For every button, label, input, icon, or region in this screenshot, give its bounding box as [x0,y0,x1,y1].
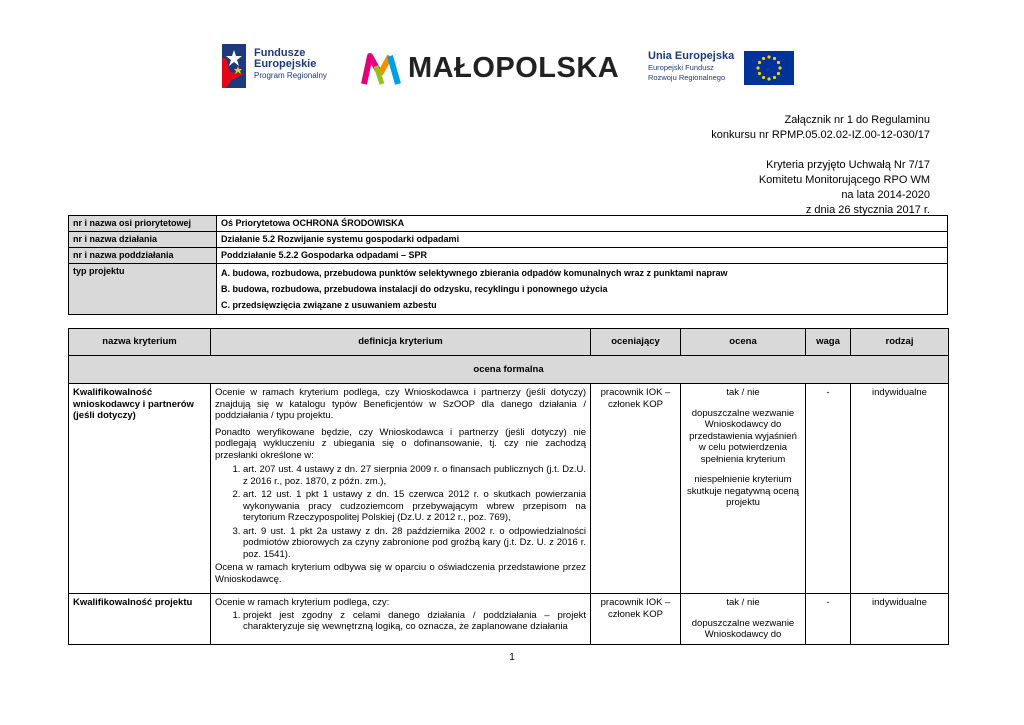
assessment-note: dopuszczalne wezwanie Wnioskodawcy do przedstawienia wyjaśnień w celu potwierdzenia spełnienia kryterium [689,407,797,465]
annex-line-1: Załącznik nr 1 do Regulaminu [784,114,930,126]
table-row [69,384,949,594]
type-label: typ projektu [69,264,217,315]
col-name-header: nazwa kryterium [69,329,211,356]
type-c: C. przedsięwzięcia związane z usuwaniem azbestu [221,300,437,310]
info-row-subaction [69,248,948,264]
criteria-line-3: na lata 2014-2020 [841,189,930,201]
list-item: 3. art. 9 ust. 1 pkt 2a ustawy z dn. 28 października 2002 r. o odpowiedzialności podmiotów zbiorowych za czyny zabronione pod groźbą kary (j.t. Dz. U. z 2016 r. poz. 1541). [243,526,586,561]
list-item: 1. art. 207 ust. 4 ustawy z dn. 27 sierpnia 2009 r. o finansach publicznych (j.t. Dz.U. z 2016 r., poz. 1870, z późn. zm.), [243,464,586,487]
criteria-adoption-header [759,158,930,218]
criterion-name: Kwalifikowalność wnioskodawcy i partnerów (jeśli dotyczy) [69,384,211,594]
criterion-evaluator: pracownik IOK – członek KOP [591,594,681,645]
info-row-type [69,264,948,315]
eu-flag-icon [744,51,794,85]
table-row [69,594,949,645]
definition-list [215,610,586,633]
action-value: Działanie 5.2 Rozwijanie systemu gospodarki odpadami [217,232,948,248]
axis-value: Oś Priorytetowa OCHRONA ŚRODOWISKA [217,216,948,232]
criterion-evaluator: pracownik IOK – członek KOP [591,384,681,594]
annex-line-2: konkursu nr RPMP.05.02.02-IZ.00-12-030/17 [711,129,930,141]
col-weight-header: waga [806,329,851,356]
definition-paragraph: Ponadto weryfikowane będzie, czy Wnioskodawca i partnerzy (jeśli dotyczy) nie podlegają wykluczeniu z ubiegania się o dofinansowanie, tj. czy nie zachodzą przesłanki określone w: [215,426,586,461]
annex-header [711,113,930,143]
page-number: 1 [509,652,515,663]
fundusze-europejskie-logo [222,44,337,88]
program-info-table [68,215,948,315]
fe-logo-line1: Fundusze [254,47,306,59]
col-evaluator-header: oceniający [591,329,681,356]
definition-paragraph: Ocenie w ramach kryterium podlega, czy: [215,597,390,608]
list-item: 1. projekt jest zgodny z celami danego działania / poddziałania – projekt charakteryzuje się wewnętrzną logiką, co oznacza, że zaplanowane działania [243,610,586,633]
type-a: A. budowa, rozbudowa, przebudowa punktów selektywnego zbierania odpadów komunalnych wraz z punktami napraw [221,268,728,278]
subaction-value: Poddziałanie 5.2.2 Gospodarka odpadami – SPR [217,248,948,264]
ue-logo-line2: Europejski Fundusz [648,63,714,72]
criterion-kind: indywidualne [851,594,949,645]
criterion-assessment [681,384,806,594]
info-row-axis [69,216,948,232]
criterion-name: Kwalifikowalność projektu [69,594,211,645]
info-row-action [69,232,948,248]
definition-paragraph: Ocenie w ramach kryterium podlega, czy Wnioskodawca i partnerzy (jeśli dotyczy) znajdują się w katalogu typów Beneficjentów w SzOOP dla danego działania / poddziałania / typu projektu. [215,387,586,421]
action-label: nr i nazwa działania [69,232,217,248]
assessment-result: tak / nie [726,597,760,608]
criteria-line-4: z dnia 26 stycznia 2017 r. [805,204,930,216]
col-definition-header: definicja kryterium [211,329,591,356]
criteria-line-2: Komitetu Monitorującego RPO WM [758,174,930,186]
malopolska-wordmark: MAŁOPOLSKA [408,52,620,84]
assessment-note: dopuszczalne wezwanie Wnioskodawcy do [691,617,795,640]
criterion-definition [211,384,591,594]
criteria-table [68,328,949,645]
criterion-kind: indywidualne [851,384,949,594]
subaction-label: nr i nazwa poddziałania [69,248,217,264]
type-b: B. budowa, rozbudowa, przebudowa instalacji do odzysku, recyklingu i ponownego użycia [221,284,608,294]
col-kind-header: rodzaj [851,329,949,356]
fe-logo-line2: Europejskie [254,58,317,70]
section-formal-evaluation: ocena formalna [69,356,949,384]
assessment-result: tak / nie [726,387,760,398]
ue-logo-line3: Rozwoju Regionalnego [648,73,726,82]
type-value [217,264,948,315]
axis-label: nr i nazwa osi priorytetowej [69,216,217,232]
criterion-weight: - [806,384,851,594]
unia-europejska-logo [648,51,798,87]
definition-paragraph: Ocena w ramach kryterium odbywa się w oparciu o oświadczenia przedstawione przez Wnioskodawcę. [215,562,586,585]
col-assessment-header: ocena [681,329,806,356]
criteria-header-row [69,329,949,356]
malopolska-logo [360,50,620,90]
fe-star-flag-icon [222,44,246,88]
criterion-definition [211,594,591,645]
criterion-assessment [681,594,806,645]
list-item: 2. art. 12 ust. 1 pkt 1 ustawy z dn. 15 czerwca 2012 r. o skutkach powierzania wykonywania pracy cudzoziemcom przebywającym wbrew przepisom na terytorium Rzeczypospolitej Polskiej (Dz.U. z 2012 r., poz. 769), [243,489,586,524]
assessment-consequence: niespełnienie kryterium skutkuje negatywną oceną projektu [687,474,799,508]
section-row [69,356,949,384]
malopolska-m-icon [360,50,402,88]
criteria-line-1: Kryteria przyjęto Uchwałą Nr 7/17 [766,159,930,171]
definition-list [215,464,586,560]
ue-logo-line1: Unia Europejska [648,50,735,62]
criterion-weight: - [806,594,851,645]
fe-logo-line3: Program Regionalny [254,71,327,80]
